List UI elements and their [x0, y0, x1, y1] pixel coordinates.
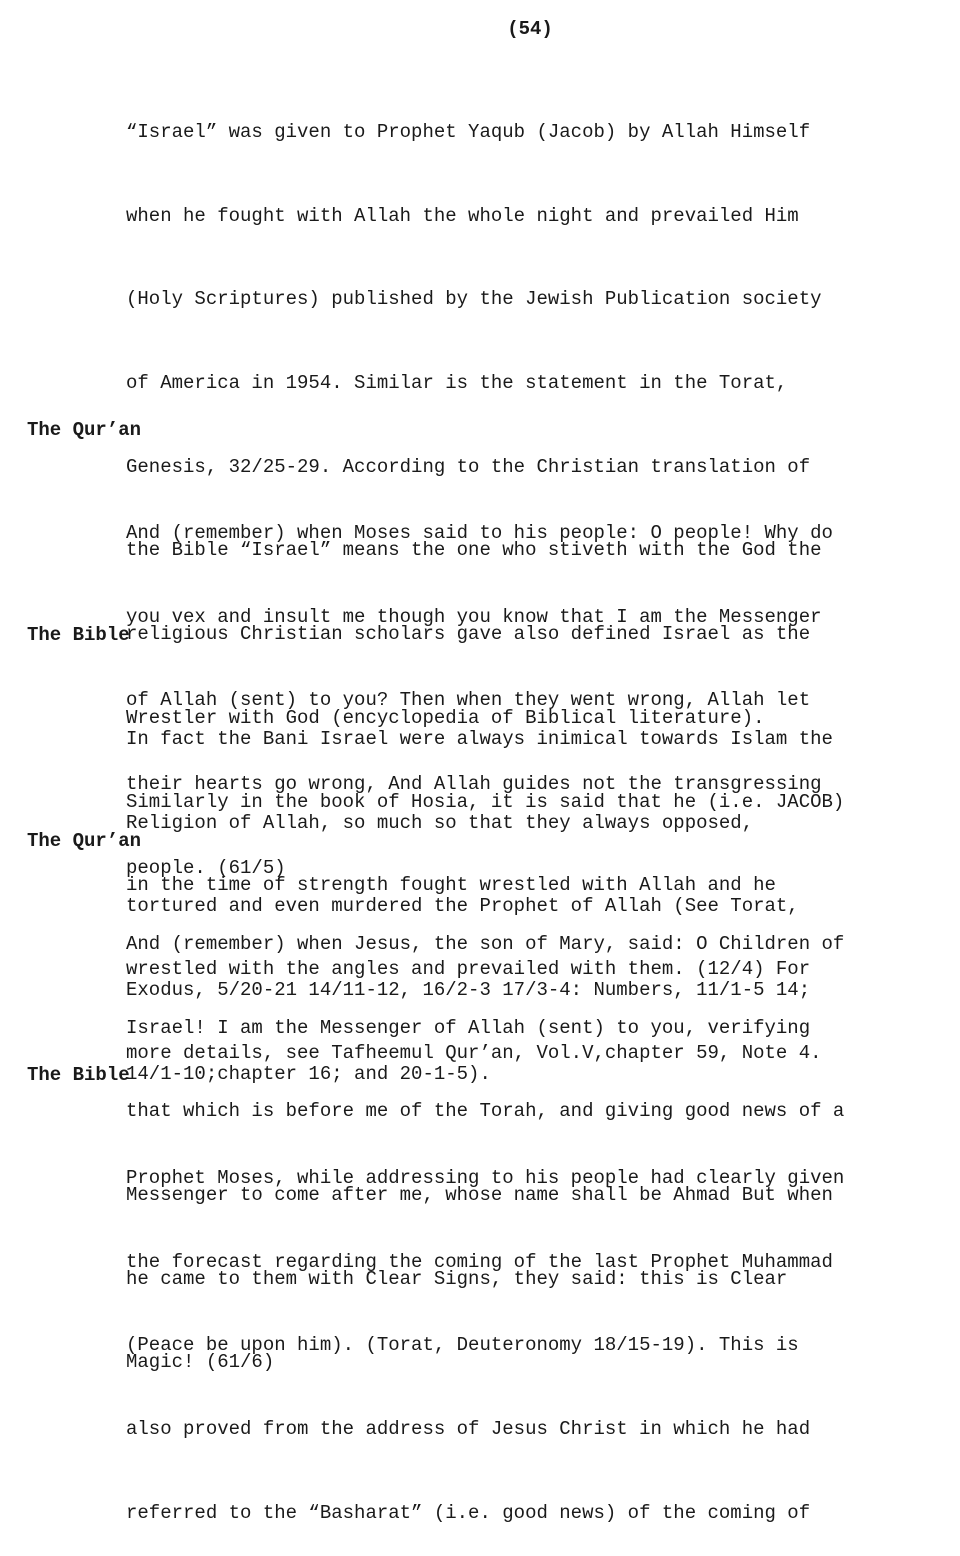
text-line: you vex and insult me though you know that I am the Messenger — [126, 605, 822, 628]
text-line: Israel! I am the Messenger of Allah (sent) to you, verifying — [126, 1016, 811, 1039]
text-line: their hearts go wrong, And Allah guides not the transgressing — [126, 772, 822, 795]
section-heading-bible: The Bible — [27, 624, 130, 646]
text-line: referred to the “Basharat” (i.e. good news) of the coming of — [126, 1501, 811, 1524]
text-line: Prophet Moses, while addressing to his people had clearly given — [126, 1166, 845, 1189]
text-line: when he fought with Allah the whole night and prevailed Him — [126, 204, 799, 227]
section-heading-bible: The Bible — [27, 1064, 130, 1086]
text-line: of America in 1954. Similar is the statement in the Torat, — [126, 371, 788, 394]
text-line: Genesis, 32/25-29. According to the Christian translation of — [126, 455, 811, 478]
text-line: Messenger to come after me, whose name shall be Ahmad But when — [126, 1183, 833, 1206]
text-line: people. (61/5) — [126, 856, 286, 879]
text-line: the Bible “Israel” means the one who stiveth with the God the — [126, 539, 822, 562]
text-line: “Israel” was given to Prophet Yaqub (Jacob) by Allah Himself — [126, 120, 811, 143]
text-line: (Holy Scriptures) published by the Jewish Publication society — [126, 288, 822, 311]
text-line: more details, see Tafheemul Qur’an, Vol.V,chapter 59, Note 4. — [126, 1041, 822, 1064]
paragraph-bible-moses-forecast — [126, 1109, 946, 1556]
text-line: religious Christian scholars gave also defined Israel as the — [126, 623, 811, 646]
text-line: And (remember) when Moses said to his people: O people! Why do — [126, 521, 833, 544]
text-line: Magic! (61/6) — [126, 1351, 275, 1374]
text-line: Exodus, 5/20-21 14/11-12, 16/2-3 17/3-4: Numbers, 11/1-5 14; — [126, 978, 811, 1001]
text-line: the forecast regarding the coming of the last Prophet Muhammad — [126, 1250, 833, 1273]
text-line: of Allah (sent) to you? Then when they went wrong, Allah let — [126, 689, 811, 712]
text-line: And (remember) when Jesus, the son of Mary, said: O Children of — [126, 932, 845, 955]
text-line: 14/1-10;chapter 16; and 20-1-5). — [126, 1062, 491, 1085]
text-line: tortured and even murdered the Prophet of Allah (See Torat, — [126, 895, 799, 918]
text-line: in the time of strength fought wrestled with Allah and he — [126, 874, 776, 897]
text-line: wrestled with the angles and prevailed with them. (12/4) For — [126, 958, 811, 980]
section-heading-quran: The Qur’an — [27, 419, 142, 441]
page-number: (54) — [507, 18, 553, 40]
text-line: that which is before me of the Torah, and giving good news of a — [126, 1100, 845, 1123]
text-line: Religion of Allah, so much so that they always opposed, — [126, 811, 754, 834]
text-line: Similarly in the book of Hosia, it is said that he (i.e. JACOB) — [126, 790, 845, 813]
text-line: Wrestler with God (encyclopedia of Biblical literature). — [126, 706, 765, 729]
text-line: In fact the Bani Israel were always inimical towards Islam the — [126, 727, 833, 750]
text-line: (Peace be upon him). (Torat, Deuteronomy 18/15-19). This is — [126, 1334, 799, 1357]
section-heading-quran: The Qur’an — [27, 830, 142, 852]
text-line: also proved from the address of Jesus Christ in which he had — [126, 1417, 811, 1440]
text-line: he came to them with Clear Signs, they said: this is Clear — [126, 1267, 788, 1290]
